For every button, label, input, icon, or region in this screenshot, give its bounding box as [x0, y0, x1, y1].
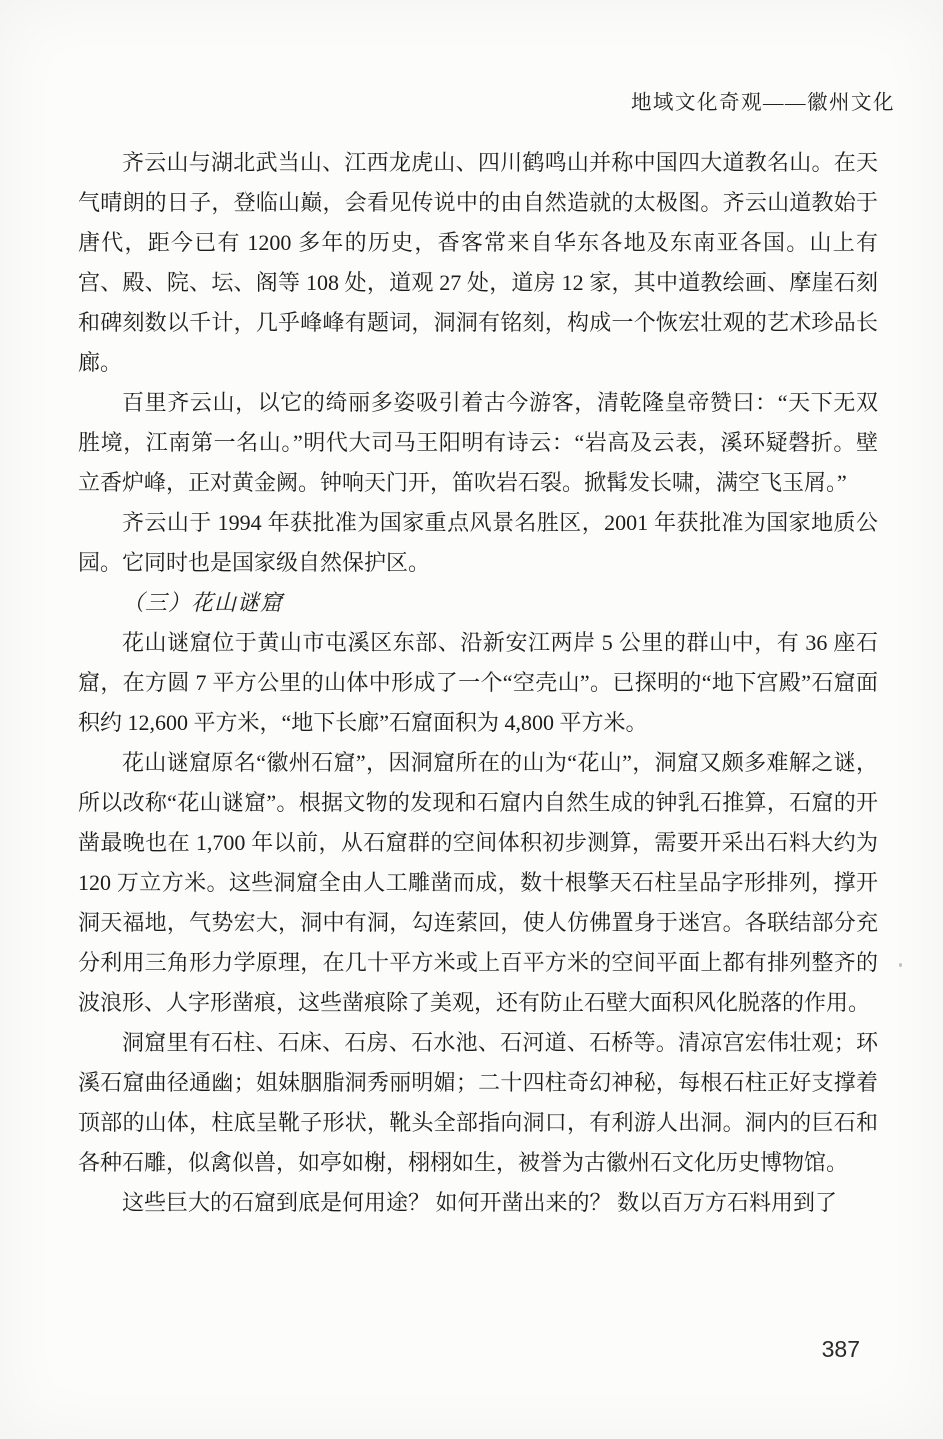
scan-artifact: [899, 963, 902, 967]
paragraph: 花山谜窟原名“徽州石窟”，因洞窟所在的山为“花山”，洞窟又颇多难解之谜，所以改称“花山谜窟”。根据文物的发现和石窟内自然生成的钟乳石推算，石窟的开凿最晚也在 1,700 年以前，从石窟群的空间体积初步测算，需要开采出石料大约为 120 万立方米。这些洞窟全由人工雕凿而成，数十根擎天石柱呈品字形排列，撑开洞天福地，气势宏大，洞中有洞，勾连萦回，使人仿佛置身于迷宫。各联结部分充分利用三角形力学原理，在几十平方米或上百平方米的空间平面上都有排列整齐的波浪形、人字形凿痕，这些凿痕除了美观，还有防止石壁大面积风化脱落的作用。: [78, 750, 878, 1015]
paragraph: 洞窟里有石柱、石床、石房、石水池、石河道、石桥等。清凉宫宏伟壮观；环溪石窟曲径通幽；姐妹胭脂洞秀丽明媚；二十四柱奇幻神秘，每根石柱正好支撑着顶部的山体，柱底呈靴子形状，靴头全部指向洞口，有利游人出洞。洞内的巨石和各种石雕，似禽似兽，如亭如榭，栩栩如生，被誉为古徽州石文化历史博物馆。: [78, 1030, 878, 1175]
running-header: 地域文化奇观——徽州文化: [631, 92, 895, 114]
text-block: [78, 143, 878, 1223]
paragraph: 花山谜窟位于黄山市屯溪区东部、沿新安江两岸 5 公里的群山中，有 36 座石窟，在方圆 7 平方公里的山体中形成了一个“空壳山”。已探明的“地下宫殿”石窟面积约 12,600 平方米，“地下长廊”石窟面积为 4,800 平方米。: [78, 630, 878, 735]
paragraph: 这些巨大的石窟到底是何用途？ 如何开凿出来的？ 数以百万方石料用到了: [122, 1190, 838, 1215]
paragraph: 齐云山与湖北武当山、江西龙虎山、四川鹤鸣山并称中国四大道教名山。在天气晴朗的日子，登临山巅，会看见传说中的由自然造就的太极图。齐云山道教始于唐代，距今已有 1200 多年的历史，香客常来自华东各地及东南亚各国。山上有宫、殿、院、坛、阁等 108 处，道观 27 处，道房 12 家，其中道教绘画、摩崖石刻和碑刻数以千计，几乎峰峰有题词，洞洞有铭刻，构成一个恢宏壮观的艺术珍品长廊。: [78, 150, 878, 375]
page-number: 387: [821, 1336, 860, 1362]
paragraph: 百里齐云山，以它的绮丽多姿吸引着古今游客，清乾隆皇帝赞曰：“天下无双胜境，江南第一名山。”明代大司马王阳明有诗云：“岩高及云表，溪环疑磬折。壁立香炉峰，正对黄金阙。钟响天门开，笛吹岩石裂。掀髯发长啸，满空飞玉屑。”: [78, 390, 878, 495]
paragraph: 齐云山于 1994 年获批准为国家重点风景名胜区，2001 年获批准为国家地质公园。它同时也是国家级自然保护区。: [78, 510, 878, 575]
section-heading: （三）花山谜窟: [122, 590, 284, 615]
